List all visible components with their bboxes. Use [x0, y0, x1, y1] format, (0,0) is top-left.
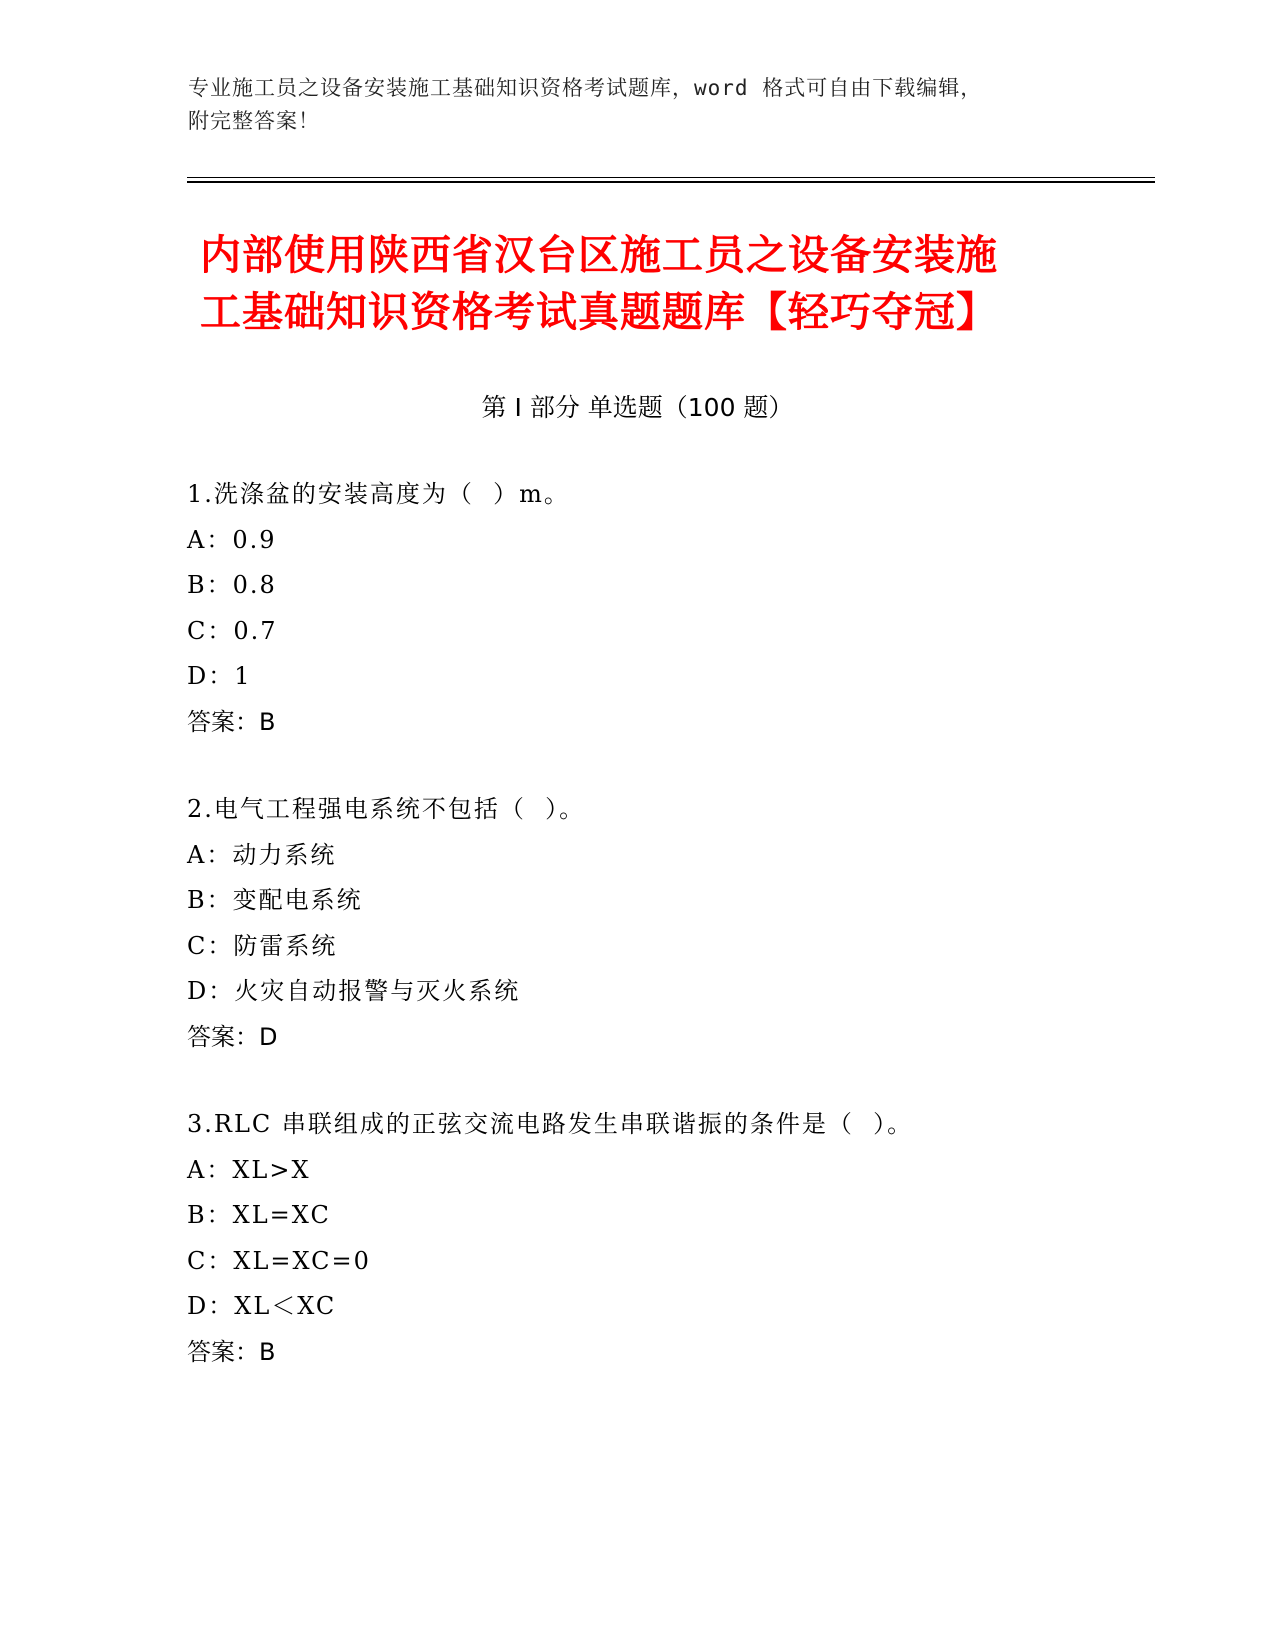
option-text: 0.9	[232, 525, 277, 554]
option-b	[187, 563, 1137, 609]
option-d	[187, 969, 1137, 1015]
option-label: D：	[187, 1292, 235, 1320]
question-list	[187, 472, 1137, 1417]
option-label: B：	[187, 571, 233, 599]
option-text: 0.8	[232, 571, 277, 599]
option-c	[187, 609, 1137, 655]
option-c	[187, 1239, 1137, 1285]
option-d	[187, 1284, 1137, 1330]
header-note	[188, 72, 1088, 138]
answer: 答案：B	[187, 1337, 276, 1366]
answer: 答案：D	[187, 1022, 278, 1051]
option-text: 动力系统	[232, 840, 337, 869]
option-text: 防雷系统	[233, 931, 338, 960]
question-stem: 2.电气工程强电系统不包括（ ）。	[187, 795, 586, 823]
option-label: C：	[187, 931, 234, 960]
option-c	[187, 924, 1137, 970]
header-note-line-2: 附完整答案！	[188, 109, 320, 133]
header-divider-thin	[187, 177, 1155, 178]
option-label: A：	[187, 525, 233, 554]
option-text: XL=XC	[232, 1201, 331, 1229]
option-a	[187, 1148, 1137, 1194]
option-b	[187, 1193, 1137, 1239]
option-d	[187, 654, 1137, 700]
option-label: A：	[187, 1155, 233, 1184]
header-divider-thick	[187, 181, 1155, 183]
document-title-line-2: 工基础知识资格考试真题题库【轻巧夺冠】	[200, 288, 998, 336]
document-title	[200, 227, 1100, 341]
option-text: XL>X	[232, 1155, 311, 1184]
option-text: XL=XC=0	[233, 1246, 371, 1275]
option-label: D：	[187, 662, 235, 690]
option-label: A：	[187, 840, 233, 869]
question-3	[187, 1102, 1137, 1375]
option-a	[187, 518, 1137, 564]
option-text: XL＜XC	[234, 1292, 337, 1320]
question-2	[187, 787, 1137, 1060]
option-text: 变配电系统	[232, 886, 363, 914]
question-stem: 1.洗涤盆的安装高度为（ ）m。	[187, 480, 570, 508]
option-a	[187, 833, 1137, 879]
option-label: C：	[187, 1246, 234, 1275]
section-heading: 第 I 部分 单选题（100 题）	[481, 393, 794, 422]
option-b	[187, 878, 1137, 924]
option-label: C：	[187, 616, 234, 645]
answer: 答案：B	[187, 707, 276, 736]
option-label: B：	[187, 1201, 233, 1229]
option-text: 0.7	[233, 616, 278, 645]
document-title-line-1: 内部使用陕西省汉台区施工员之设备安装施	[200, 231, 998, 279]
option-text: 1	[234, 662, 252, 690]
option-label: D：	[187, 977, 235, 1005]
header-note-line-1: 专业施工员之设备安装施工基础知识资格考试题库，word 格式可自由下载编辑，	[188, 76, 983, 100]
option-label: B：	[187, 886, 233, 914]
question-1	[187, 472, 1137, 745]
option-text: 火灾自动报警与灭火系统	[234, 977, 521, 1005]
question-stem: 3.RLC 串联组成的正弦交流电路发生串联谐振的条件是（ ）。	[187, 1110, 914, 1138]
